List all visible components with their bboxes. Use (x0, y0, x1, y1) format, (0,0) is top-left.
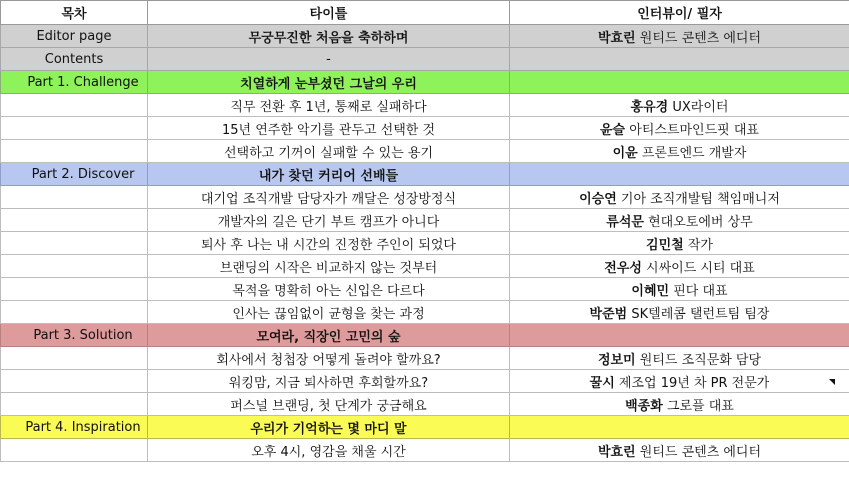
author-name: 이승연 (579, 191, 617, 207)
author-role: SK텔레콤 탤런트팀 팀장 (631, 306, 770, 322)
cell-part-label[interactable]: Part 2. Discover (1, 163, 148, 186)
cell-empty[interactable] (1, 209, 148, 232)
table-row (1, 117, 849, 140)
cell-title[interactable]: 목적을 명확히 아는 신입은 다르다 (148, 278, 510, 301)
author-role: 프론트엔드 개발자 (641, 145, 747, 161)
cell-title[interactable]: 대기업 조직개발 담당자가 깨달은 성장방정식 (148, 186, 510, 209)
author-name: 박효린 (597, 30, 636, 46)
cell-title[interactable]: 개발자의 길은 단기 부트 캠프가 아니다 (148, 209, 510, 232)
cell-empty[interactable] (1, 140, 148, 163)
author-role: 원티드 조직문화 담당 (639, 352, 762, 368)
cell-empty[interactable] (1, 347, 148, 370)
cell-editor-title[interactable]: 무궁무진한 처음을 축하하며 (148, 25, 510, 48)
author-name: 꿀시 (589, 375, 615, 391)
cell-author[interactable] (510, 140, 849, 163)
cell-author[interactable] (510, 278, 849, 301)
cell-empty[interactable] (1, 370, 148, 393)
contents-row (1, 48, 849, 71)
cell-empty[interactable] (1, 232, 148, 255)
cell-contents-label[interactable]: Contents (1, 48, 148, 71)
cell-empty[interactable] (1, 255, 148, 278)
author-name: 백종화 (625, 398, 663, 414)
cell-part-label[interactable]: Part 1. Challenge (1, 71, 148, 94)
cell-title[interactable]: 인사는 끊임없이 균형을 찾는 과정 (148, 301, 510, 324)
header-cell-toc[interactable]: 목차 (1, 1, 148, 25)
cell-empty[interactable] (1, 393, 148, 416)
author-name: 이윤 (612, 145, 638, 161)
comment-indicator-icon[interactable] (829, 379, 835, 385)
author-role: 그로플 대표 (666, 398, 734, 414)
cell-author[interactable] (510, 301, 849, 324)
cell-empty[interactable] (1, 117, 148, 140)
cell-title[interactable]: 회사에서 청첩장 어떻게 돌려야 할까요? (148, 347, 510, 370)
cell-empty[interactable] (1, 301, 148, 324)
cell-author[interactable] (510, 232, 849, 255)
cell-title[interactable]: 선택하고 기꺼이 실패할 수 있는 용기 (148, 140, 510, 163)
cell-author[interactable] (510, 439, 849, 462)
editor-row (1, 25, 849, 48)
table-row (1, 393, 849, 416)
author-role: 핀다 대표 (673, 283, 728, 299)
author-role: 작가 (687, 237, 713, 253)
cell-part-author[interactable] (510, 71, 849, 94)
cell-title[interactable]: 퇴사 후 나는 내 시간의 진정한 주인이 되었다 (148, 232, 510, 255)
cell-author[interactable] (510, 393, 849, 416)
part-row (1, 416, 849, 439)
author-role: 원티드 콘텐츠 에디터 (639, 30, 762, 46)
author-role: 원티드 콘텐츠 에디터 (639, 444, 762, 460)
table-row (1, 347, 849, 370)
cell-author[interactable] (510, 255, 849, 278)
cell-part-title[interactable]: 모여라, 직장인 고민의 숲 (148, 324, 510, 347)
cell-contents-author[interactable] (510, 48, 849, 71)
cell-author[interactable] (510, 370, 849, 393)
author-role: 기아 조직개발팀 책임매니저 (620, 191, 780, 207)
cell-author[interactable] (510, 209, 849, 232)
table-row (1, 140, 849, 163)
table-row (1, 232, 849, 255)
cell-title[interactable]: 15년 연주한 악기를 관두고 선택한 것 (148, 117, 510, 140)
cell-title[interactable]: 워킹맘, 지금 퇴사하면 후회할까요? (148, 370, 510, 393)
author-name: 박준범 (589, 306, 628, 322)
cell-part-label[interactable]: Part 3. Solution (1, 324, 148, 347)
cell-title[interactable]: 퍼스널 브랜딩, 첫 단계가 궁금해요 (148, 393, 510, 416)
cell-contents-title[interactable]: - (148, 48, 510, 71)
cell-empty[interactable] (1, 94, 148, 117)
header-cell-interviewee[interactable]: 인터뷰이/ 필자 (510, 1, 849, 25)
part-row (1, 163, 849, 186)
cell-author[interactable] (510, 117, 849, 140)
cell-title[interactable]: 브랜딩의 시작은 비교하지 않는 것부터 (148, 255, 510, 278)
cell-part-title[interactable]: 치열하게 눈부셨던 그날의 우리 (148, 71, 510, 94)
header-cell-title[interactable]: 타이틀 (148, 1, 510, 25)
cell-part-author[interactable] (510, 163, 849, 186)
table-row (1, 186, 849, 209)
part-row (1, 324, 849, 347)
author-role: 시싸이드 시티 대표 (646, 260, 755, 276)
cell-part-author[interactable] (510, 324, 849, 347)
table-row (1, 209, 849, 232)
author-role: 현대오토에버 상무 (648, 214, 753, 230)
part-row (1, 71, 849, 94)
cell-empty[interactable] (1, 186, 148, 209)
author-role: 제조업 19년 차 PR 전문가 (618, 375, 770, 391)
author-name: 정보미 (597, 352, 636, 368)
cell-part-author[interactable] (510, 416, 849, 439)
table-row (1, 278, 849, 301)
cell-editor-author[interactable] (510, 25, 849, 48)
cell-title[interactable]: 직무 전환 후 1년, 통째로 실패하다 (148, 94, 510, 117)
table-row (1, 301, 849, 324)
author-name: 홍유경 (630, 99, 669, 115)
table-row (1, 94, 849, 117)
cell-empty[interactable] (1, 439, 148, 462)
cell-author[interactable] (510, 186, 849, 209)
author-name: 이혜민 (631, 283, 670, 299)
table-row (1, 255, 849, 278)
author-name: 류석문 (606, 214, 644, 230)
author-name: 윤슬 (600, 122, 626, 138)
cell-empty[interactable] (1, 278, 148, 301)
cell-part-label[interactable]: Part 4. Inspiration (1, 416, 148, 439)
header-row (1, 1, 849, 25)
author-role: 아티스트마인드핏 대표 (629, 122, 759, 138)
cell-author[interactable] (510, 94, 849, 117)
cell-part-title[interactable]: 내가 찾던 커리어 선배들 (148, 163, 510, 186)
cell-title[interactable]: 오후 4시, 영감을 채울 시간 (148, 439, 510, 462)
author-name: 김민철 (646, 237, 684, 253)
author-name: 박효린 (597, 444, 636, 460)
cell-part-title[interactable]: 우리가 기억하는 몇 마디 말 (148, 416, 510, 439)
author-role: UX라이터 (672, 99, 729, 115)
cell-author[interactable] (510, 347, 849, 370)
cell-editor-label[interactable]: Editor page (1, 25, 148, 48)
author-name: 전우성 (604, 260, 642, 276)
table-row (1, 370, 849, 393)
table-row (1, 439, 849, 462)
